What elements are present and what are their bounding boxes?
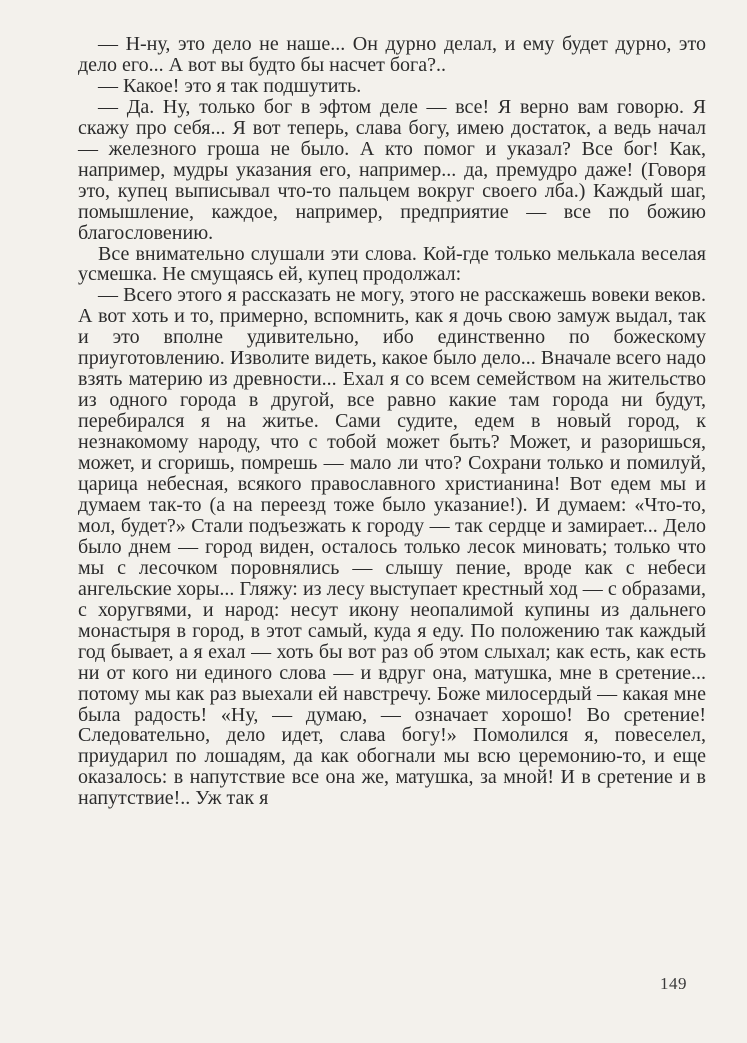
paragraph: — Да. Ну, только бог в эфтом деле — все! Я верно вам говорю. Я скажу про себя... Я вот теперь, слава богу, имею достаток, а ведь начал — железного гроша не было. А кто помог и указал? Все бог! Как, например, мудры указания его, например... да, премудро даже! (Говоря это, купец выписывал что-то пальцем вокруг своего лба.) Каждый шаг, помышление, каждое, например, предприятие — все по божию благословению.	[78, 95, 706, 244]
paragraph: — Н-ну, это дело не наше... Он дурно делал, и ему будет дурно, это дело его... А вот вы будто бы насчет бога?..	[78, 33, 706, 76]
paragraph: — Всего этого я рассказать не могу, этого не расскажешь вовеки веков. А вот хоть и то, примерно, вспомнить, как я дочь свою замуж выдал, так и это вполне удивительно, ибо единственно по божескому приуготовлению. Изволите видеть, какое было дело... Вначале всего надо взять материю из древности... Ехал я со всем семейством на жительство из одного города в другой, все равно какие там города ни будут, перебирался я на житье. Сами судите, едем в новый город, к незнакомому народу, что с тобой может быть? Может, и разоришься, может, и сгоришь, помрешь — мало ли что? Сохрани только и помилуй, царица небесная, всякого православного христианина! Вот едем мы и думаем так-то (а на переезд тоже было указание!). И думаем: «Что-то, мол, будет?» Стали подъезжать к городу — так сердце и замирает... Дело было днем — город виден, осталось только лесок миновать; только что мы с лесочком поровнялись — слышу пение, вроде как с небеси ангельские хоры... Гляжу: из лесу выступает крестный ход — с образами, с хоругвями, и народ: несут икону неопалимой купины из дальнего монастыря в город, в этот самый, куда я еду. По положению так каждый год бывает, а я ехал — хоть бы вот раз об этом слыхал; как есть, как есть ни от кого ни единого слова — и вдруг она, матушка, мне в сретение... потому мы как раз выехали ей навстречу. Боже милосердый — какая мне была радость! «Ну, — думаю, — означает хорошо! Во сретение! Следовательно, дело идет, слава богу!» Помолился я, повеселел, приударил по лошадям, да как обогнали мы всю церемонию-то, и еще оказалось: в напутствие все она же, матушка, за мной! И в сретение и в напутствие!.. Уж так я	[78, 284, 706, 810]
page-number: 149	[660, 974, 687, 993]
paragraph: Все внимательно слушали эти слова. Кой-где только мелькала веселая усмешка. Не смущаясь ей, купец продолжал:	[78, 242, 706, 286]
paragraph: — Какое! это я так подшутить.	[98, 74, 362, 97]
book-page	[78, 34, 706, 809]
